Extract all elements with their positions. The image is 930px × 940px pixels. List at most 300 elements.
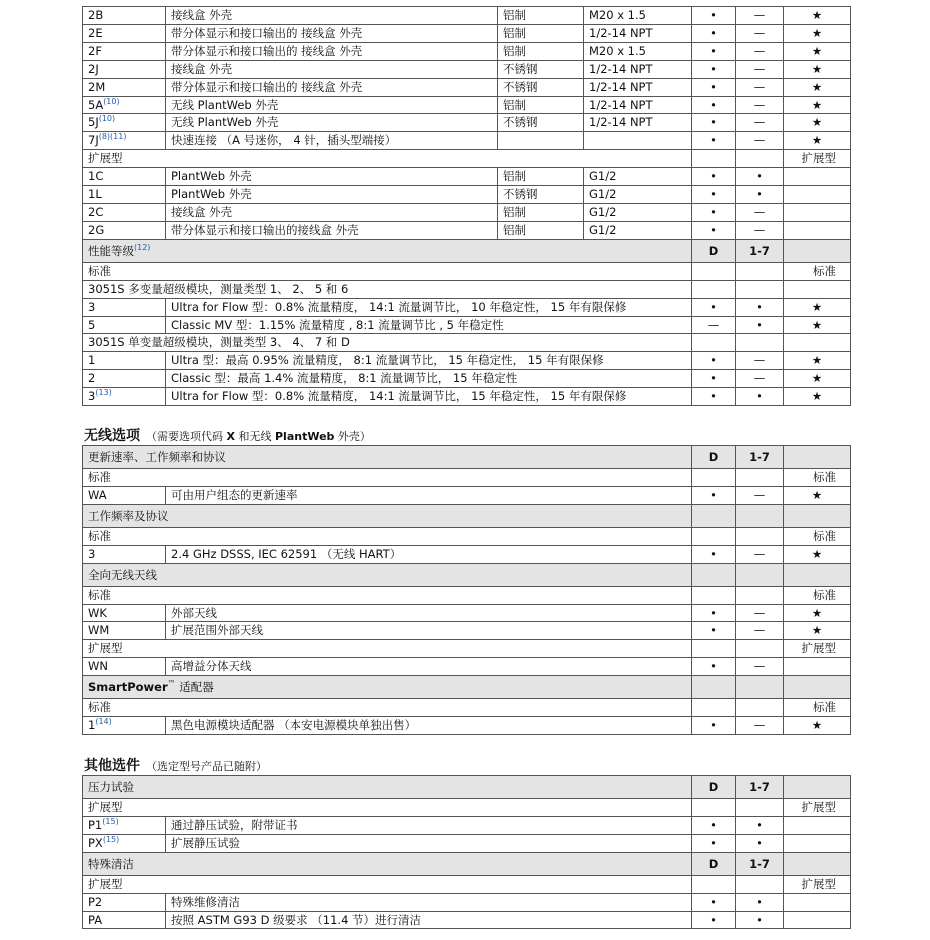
option-description: 带分体显示和接口输出的接线盒 外壳 [166, 221, 498, 239]
standard-star: ★ [784, 604, 851, 622]
option-code: WN [88, 659, 108, 674]
column-d-header [692, 676, 736, 699]
availability-d: • [692, 816, 736, 834]
column-d-header: D [692, 446, 736, 469]
standard-star [784, 186, 851, 204]
option-code-cell [83, 221, 166, 239]
column-star-header [784, 563, 851, 586]
option-row [83, 658, 851, 676]
section-label: 扩展型 [83, 640, 692, 658]
availability-1-7: — [736, 370, 784, 388]
section-tag: 标准 [784, 527, 851, 545]
housing-material [498, 132, 584, 150]
option-code: 1L [88, 187, 102, 202]
column-1-7-header [736, 563, 784, 586]
group-title-suffix: 适配器 [175, 680, 214, 695]
option-description: PlantWeb 外壳 [166, 186, 498, 204]
option-row [83, 622, 851, 640]
option-row [83, 388, 851, 406]
group-title [83, 563, 692, 586]
option-code: P2 [88, 894, 103, 909]
column-star-header [784, 776, 851, 799]
option-code-cell [83, 186, 166, 204]
option-row [83, 911, 851, 929]
group-title [83, 504, 692, 527]
group-title-text: 更新速率、工作频率和协议 [88, 450, 226, 464]
footnote-ref: (15) [102, 834, 120, 844]
availability-1-7: • [736, 316, 784, 334]
option-row [83, 168, 851, 186]
standard-star [784, 168, 851, 186]
option-code: 2F [88, 43, 102, 58]
availability-1-7: — [736, 717, 784, 735]
conduit-connection: G1/2 [584, 168, 692, 186]
section-p [736, 875, 784, 893]
section-tag: 扩展型 [784, 875, 851, 893]
option-code: 1C [88, 169, 104, 184]
standard-star: ★ [784, 316, 851, 334]
standard-star: ★ [784, 24, 851, 42]
column-1-7-header: 1-7 [736, 776, 784, 799]
conduit-connection: G1/2 [584, 221, 692, 239]
option-row [83, 7, 851, 25]
availability-d: — [692, 316, 736, 334]
option-code: 5A [88, 97, 104, 112]
section-label-row [83, 875, 851, 893]
section-tag: 标准 [784, 699, 851, 717]
section-d [692, 640, 736, 658]
availability-d: • [692, 717, 736, 735]
standard-star [784, 911, 851, 929]
group-title [83, 852, 692, 875]
housing-material: 铝制 [498, 221, 584, 239]
availability-d: • [692, 168, 736, 186]
section-tag: 标准 [784, 586, 851, 604]
standard-star: ★ [784, 132, 851, 150]
section-p [736, 469, 784, 487]
availability-d: • [692, 132, 736, 150]
option-code: 2B [88, 8, 104, 22]
section-tag [784, 280, 851, 298]
availability-1-7: • [736, 168, 784, 186]
availability-d: • [692, 114, 736, 132]
group-header-row [83, 563, 851, 586]
group-title-text: 工作频率及协议 [88, 508, 169, 523]
availability-d: • [692, 24, 736, 42]
standard-star [784, 658, 851, 676]
group-title-text: 特殊清洁 [88, 856, 134, 871]
conduit-connection: G1/2 [584, 203, 692, 221]
option-code-cell [83, 911, 166, 929]
standard-star: ★ [784, 78, 851, 96]
conduit-connection [584, 132, 692, 150]
column-d-header: D [692, 239, 736, 262]
section-label: 标准 [83, 262, 692, 280]
option-row [83, 316, 851, 334]
footnote-ref: (10) [103, 96, 120, 106]
option-description: 无线 PlantWeb 外壳 [166, 96, 498, 114]
section-d [692, 875, 736, 893]
option-code-cell [83, 658, 166, 676]
column-star-header [784, 446, 851, 469]
section-tag [784, 334, 851, 352]
availability-1-7: • [736, 816, 784, 834]
availability-d: • [692, 78, 736, 96]
section-p [736, 262, 784, 280]
option-description: Classic MV 型：1.15% 流量精度 , 8:1 流量调节比 , 5 年稳定性 [166, 316, 692, 334]
option-description: 通过静压试验，附带证书 [166, 816, 692, 834]
option-row [83, 132, 851, 150]
standard-star: ★ [784, 42, 851, 60]
section-label-row [83, 586, 851, 604]
standard-star: ★ [784, 622, 851, 640]
option-code-cell [83, 132, 166, 150]
section-p [736, 150, 784, 168]
option-description: 快速连接 （A 号迷你， 4 针，插头型端接） [166, 132, 498, 150]
option-code-cell [83, 622, 166, 640]
group-header-row [83, 776, 851, 799]
group-header-row [83, 676, 851, 699]
standard-star: ★ [784, 352, 851, 370]
column-1-7-header: 1-7 [736, 852, 784, 875]
group-header-row [83, 239, 851, 262]
option-code-cell [83, 203, 166, 221]
availability-d: • [692, 370, 736, 388]
option-description: 扩展范围外部天线 [166, 622, 692, 640]
column-d-header [692, 563, 736, 586]
option-description: 带分体显示和接口输出的 接线盒 外壳 [166, 42, 498, 60]
section-label-row [83, 280, 851, 298]
option-code-cell [83, 370, 166, 388]
standard-star: ★ [784, 96, 851, 114]
group-header-row [83, 446, 851, 469]
footnote-ref: (14) [95, 717, 112, 727]
group-title-text: 压力试验 [88, 780, 134, 794]
option-description: PlantWeb 外壳 [166, 168, 498, 186]
column-1-7-header [736, 504, 784, 527]
group-title-text: 全向无线天线 [88, 567, 157, 582]
section-p [736, 334, 784, 352]
option-description: 高增益分体天线 [166, 658, 692, 676]
housing-material: 不锈钢 [498, 60, 584, 78]
section-d [692, 469, 736, 487]
option-row [83, 370, 851, 388]
housing-performance-table [82, 6, 851, 406]
section-label-row [83, 527, 851, 545]
option-code-cell [83, 24, 166, 42]
section-p [736, 640, 784, 658]
section-p [736, 799, 784, 817]
standard-star: ★ [784, 486, 851, 504]
option-description: 接线盒 外壳 [166, 7, 498, 25]
option-row [83, 717, 851, 735]
availability-1-7: — [736, 24, 784, 42]
availability-1-7: — [736, 96, 784, 114]
standard-star: ★ [784, 114, 851, 132]
section-p [736, 527, 784, 545]
group-title [83, 676, 692, 699]
availability-1-7: — [736, 132, 784, 150]
option-description: 可由用户组态的更新速率 [166, 486, 692, 504]
availability-1-7: • [736, 388, 784, 406]
standard-star: ★ [784, 545, 851, 563]
section-label: 扩展型 [83, 150, 692, 168]
option-code-cell [83, 96, 166, 114]
column-d-header [692, 504, 736, 527]
availability-1-7: — [736, 545, 784, 563]
section-d [692, 262, 736, 280]
option-row [83, 545, 851, 563]
option-code: 7J [88, 133, 99, 148]
housing-material: 不锈钢 [498, 114, 584, 132]
standard-star [784, 893, 851, 911]
conduit-connection: 1/2-14 NPT [584, 96, 692, 114]
option-description: 特殊维修清洁 [166, 893, 692, 911]
option-code: 2 [88, 371, 96, 386]
option-code-cell [83, 816, 166, 834]
availability-1-7: — [736, 60, 784, 78]
availability-1-7: — [736, 7, 784, 25]
option-row [83, 96, 851, 114]
conduit-connection: 1/2-14 NPT [584, 60, 692, 78]
option-code: WK [88, 605, 107, 620]
group-header-row [83, 504, 851, 527]
standard-star [784, 816, 851, 834]
group-title [83, 776, 692, 799]
column-1-7-header: 1-7 [736, 446, 784, 469]
conduit-connection: G1/2 [584, 186, 692, 204]
housing-material: 铝制 [498, 7, 584, 25]
availability-1-7: — [736, 221, 784, 239]
option-code-cell [83, 604, 166, 622]
option-row [83, 60, 851, 78]
section-label: 扩展型 [83, 799, 692, 817]
availability-d: • [692, 911, 736, 929]
availability-d: • [692, 622, 736, 640]
option-code: 2C [88, 204, 104, 219]
option-description: Ultra for Flow 型：0.8% 流量精度， 14:1 流量调节比， 15 年稳定性， 15 年有限保修 [166, 388, 692, 406]
availability-d: • [692, 186, 736, 204]
option-description: 接线盒 外壳 [166, 60, 498, 78]
availability-1-7: — [736, 352, 784, 370]
section-label: 标准 [83, 699, 692, 717]
section-d [692, 699, 736, 717]
footnote-ref: (15) [102, 817, 119, 827]
column-star-header [784, 504, 851, 527]
option-row [83, 604, 851, 622]
option-description: 扩展静压试验 [166, 834, 692, 852]
footnote-ref: (8)(11) [98, 132, 127, 142]
availability-d: • [692, 42, 736, 60]
option-code: 5J [88, 115, 99, 130]
section-label-row [83, 150, 851, 168]
column-star-header [784, 239, 851, 262]
option-code: 2J [88, 61, 99, 76]
group-title-text: SmartPower [88, 680, 168, 695]
conduit-connection: 1/2-14 NPT [584, 24, 692, 42]
section-d [692, 527, 736, 545]
section-label: 3051S 多变量超级模块，测量类型 1、 2、 5 和 6 [83, 280, 692, 298]
other-options-table [82, 775, 851, 929]
housing-material: 铝制 [498, 24, 584, 42]
option-code-cell [83, 352, 166, 370]
group-header-row [83, 852, 851, 875]
section-label: 扩展型 [83, 875, 692, 893]
availability-d: • [692, 203, 736, 221]
option-row [83, 893, 851, 911]
option-code: 3 [88, 389, 96, 404]
availability-1-7: • [736, 911, 784, 929]
option-code-cell [83, 298, 166, 316]
section-label-row [83, 469, 851, 487]
standard-star: ★ [784, 60, 851, 78]
option-row [83, 186, 851, 204]
conduit-connection: 1/2-14 NPT [584, 114, 692, 132]
option-row [83, 486, 851, 504]
availability-1-7: — [736, 114, 784, 132]
option-description: 无线 PlantWeb 外壳 [166, 114, 498, 132]
wireless-options-heading: 无线选项 （需要选项代码 X 和无线 PlantWeb 外壳） [84, 428, 371, 444]
availability-d: • [692, 658, 736, 676]
option-description: 带分体显示和接口输出的 接线盒 外壳 [166, 78, 498, 96]
availability-1-7: — [736, 203, 784, 221]
housing-material: 铝制 [498, 42, 584, 60]
availability-1-7: • [736, 298, 784, 316]
housing-material: 铝制 [498, 96, 584, 114]
availability-1-7: — [736, 658, 784, 676]
section-d [692, 150, 736, 168]
housing-material: 铝制 [498, 203, 584, 221]
section-label: 标准 [83, 527, 692, 545]
option-description: 接线盒 外壳 [166, 203, 498, 221]
section-tag: 扩展型 [784, 150, 851, 168]
option-code-cell [83, 893, 166, 911]
option-code-cell [83, 168, 166, 186]
housing-material: 不锈钢 [498, 186, 584, 204]
option-code: PX [88, 835, 103, 850]
option-code: 1 [88, 718, 96, 733]
option-code: 2M [88, 79, 106, 94]
section-d [692, 586, 736, 604]
option-description: Classic 型：最高 1.4% 流量精度， 8:1 流量调节比， 15 年稳定性 [166, 370, 692, 388]
section-p [736, 586, 784, 604]
group-title-text: 性能等级 [88, 243, 134, 258]
section-label: 标准 [83, 469, 692, 487]
section-d [692, 280, 736, 298]
standard-star [784, 834, 851, 852]
option-description: 带分体显示和接口输出的 接线盒 外壳 [166, 24, 498, 42]
option-code-cell [83, 834, 166, 852]
section-label-row [83, 799, 851, 817]
section-tag: 标准 [784, 469, 851, 487]
availability-1-7: • [736, 186, 784, 204]
footnote-ref: (13) [95, 388, 112, 398]
standard-star: ★ [784, 298, 851, 316]
conduit-connection: M20 x 1.5 [584, 7, 692, 25]
option-row [83, 24, 851, 42]
availability-d: • [692, 352, 736, 370]
availability-d: • [692, 834, 736, 852]
option-code: WM [88, 623, 110, 638]
standard-star: ★ [784, 717, 851, 735]
option-code-cell [83, 545, 166, 563]
availability-d: • [692, 486, 736, 504]
section-d [692, 799, 736, 817]
option-row [83, 42, 851, 60]
option-row [83, 203, 851, 221]
standard-star [784, 203, 851, 221]
availability-d: • [692, 60, 736, 78]
standard-star: ★ [784, 7, 851, 25]
option-row [83, 816, 851, 834]
section-label: 标准 [83, 586, 692, 604]
availability-1-7: — [736, 622, 784, 640]
availability-d: • [692, 7, 736, 25]
section-d [692, 334, 736, 352]
section-tag: 扩展型 [784, 799, 851, 817]
option-description: 按照 ASTM G93 D 级要求 （11.4 节）进行清洁 [166, 911, 692, 929]
column-d-header: D [692, 852, 736, 875]
option-row [83, 352, 851, 370]
option-code: 3 [88, 299, 96, 314]
option-row [83, 114, 851, 132]
option-row [83, 78, 851, 96]
trademark: ™ [167, 679, 176, 689]
availability-1-7: — [736, 78, 784, 96]
option-code: 1 [88, 353, 96, 368]
other-options-heading: 其他选件 （选定型号产品已随附） [84, 758, 267, 774]
option-code-cell [83, 7, 166, 25]
standard-star [784, 221, 851, 239]
availability-d: • [692, 221, 736, 239]
availability-1-7: — [736, 42, 784, 60]
footnote-ref: (10) [98, 114, 116, 124]
wireless-options-table [82, 445, 851, 735]
option-code-cell [83, 486, 166, 504]
option-code: WA [88, 487, 107, 502]
option-code-cell [83, 114, 166, 132]
option-code: 2G [88, 222, 105, 237]
section-label: 3051S 单变量超级模块，测量类型 3、 4、 7 和 D [83, 334, 692, 352]
column-star-header [784, 852, 851, 875]
conduit-connection: 1/2-14 NPT [584, 78, 692, 96]
availability-d: • [692, 96, 736, 114]
conduit-connection: M20 x 1.5 [584, 42, 692, 60]
option-description: Ultra 型：最高 0.95% 流量精度， 8:1 流量调节比， 15 年稳定性， 15 年有限保修 [166, 352, 692, 370]
availability-1-7: — [736, 604, 784, 622]
section-label-row [83, 334, 851, 352]
option-description: 2.4 GHz DSSS, IEC 62591 （无线 HART） [166, 545, 692, 563]
option-code: 5 [88, 317, 96, 332]
availability-d: • [692, 298, 736, 316]
section-p [736, 699, 784, 717]
section-label-row [83, 699, 851, 717]
section-label-row [83, 640, 851, 658]
option-description: 黑色电源模块适配器 （本安电源模块单独出售） [166, 717, 692, 735]
housing-material: 不锈钢 [498, 78, 584, 96]
option-description: 外部天线 [166, 604, 692, 622]
availability-d: • [692, 893, 736, 911]
option-row [83, 834, 851, 852]
column-1-7-header [736, 676, 784, 699]
footnote-ref: (12) [134, 242, 151, 252]
option-description: Ultra for Flow 型：0.8% 流量精度， 14:1 流量调节比， 10 年稳定性， 15 年有限保修 [166, 298, 692, 316]
option-code-cell [83, 388, 166, 406]
option-code: 3 [88, 546, 96, 561]
section-tag: 标准 [784, 262, 851, 280]
option-row [83, 221, 851, 239]
column-1-7-header: 1-7 [736, 239, 784, 262]
